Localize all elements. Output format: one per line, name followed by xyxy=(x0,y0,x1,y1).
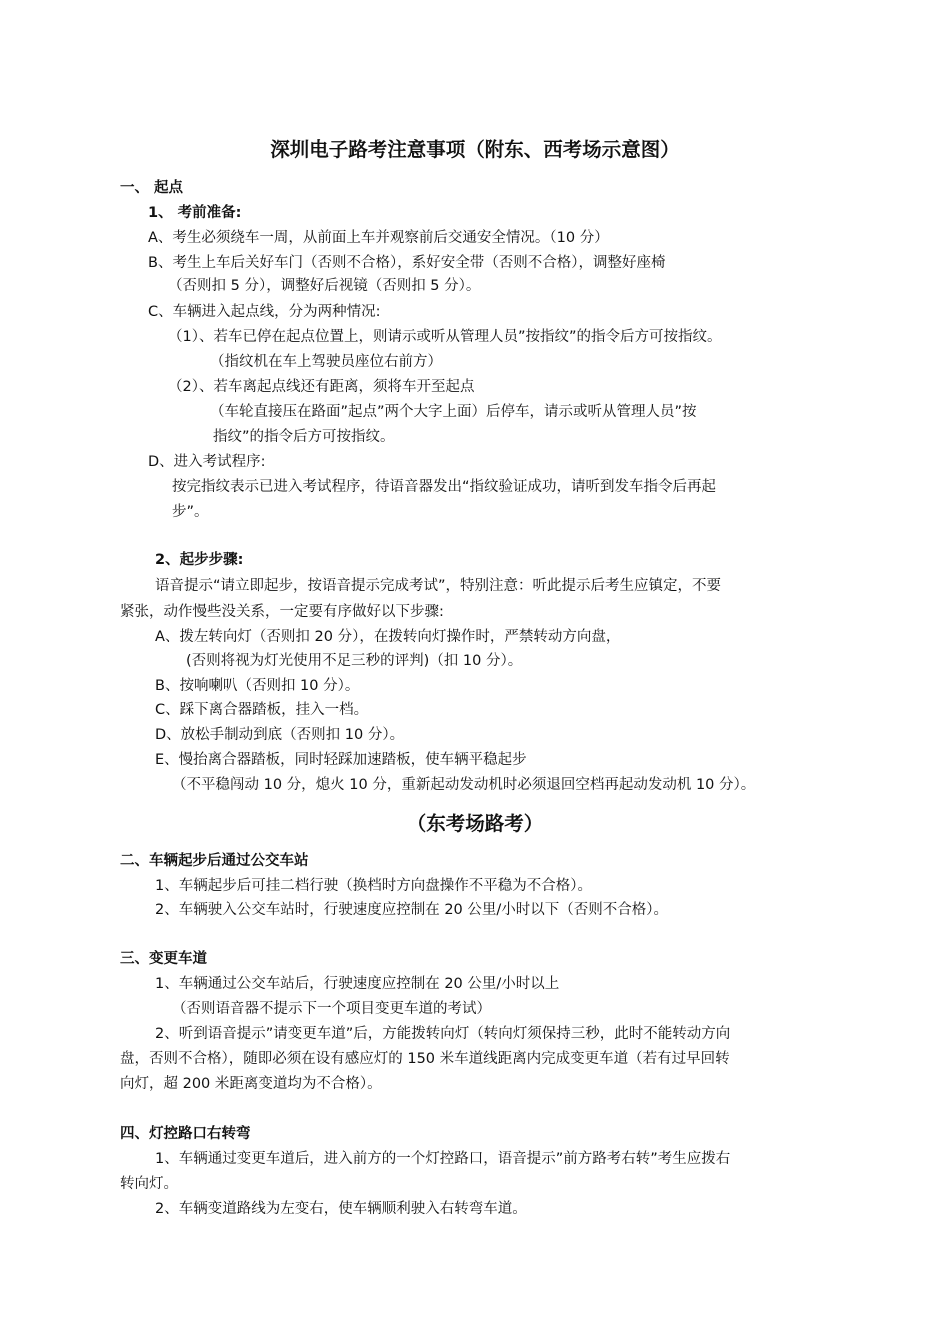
section-heading-start: 一、 起点 xyxy=(120,180,184,196)
bus-stop-item-2: 2、车辆驶入公交车站时，行驶速度应控制在 20 公里/小时以下（否则不合格）。 xyxy=(155,902,669,918)
lane-change-item-1-line2: （否则语音器不提示下一个项目变更车道的考试） xyxy=(172,1001,491,1017)
right-turn-item-2: 2、车辆变道路线为左变右，使车辆顺利驶入右转弯车道。 xyxy=(155,1201,527,1217)
item-c2-line3: 指纹”的指令后方可按指纹。 xyxy=(213,429,395,445)
item-c1-line2: （指纹机在车上驾驶员座位右前方） xyxy=(210,354,442,370)
step-d: D、放松手制动到底（否则扣 10 分）。 xyxy=(155,727,405,743)
item-d-line2: 步”。 xyxy=(172,504,209,520)
right-turn-item-1-line2: 转向灯。 xyxy=(120,1176,178,1192)
item-c2-line2: （车轮直接压在路面”起点”两个大字上面）后停车，请示或听从管理人员”按 xyxy=(210,404,697,420)
lane-change-item-1-line1: 1、车辆通过公交车站后，行驶速度应控制在 20 公里/小时以上 xyxy=(155,976,560,992)
right-turn-item-1-line1: 1、车辆通过变更车道后，进入前方的一个灯控路口，语音提示”前方路考右转”考生应拨右 xyxy=(155,1151,731,1167)
section-heading-bus-stop: 二、车辆起步后通过公交车站 xyxy=(120,853,309,869)
item-a: A、考生必须绕车一周，从前面上车并观察前后交通安全情况。（10 分） xyxy=(148,230,609,246)
step-a-line2: (否则将视为灯光使用不足三秒的评判)（扣 10 分）。 xyxy=(186,653,523,669)
step-a-line1: A、拨左转向灯（否则扣 20 分），在拨转向灯操作时，严禁转动方向盘， xyxy=(155,629,621,645)
section-heading-right-turn: 四、灯控路口右转弯 xyxy=(120,1126,251,1142)
lane-change-item-2-line1: 2、听到语音提示”请变更车道”后，方能拨转向灯（转向灯须保持三秒，此时不能转动方向 xyxy=(155,1026,731,1042)
east-site-title: （东考场路考） xyxy=(406,812,544,835)
page-title: 深圳电子路考注意事项（附东、西考场示意图） xyxy=(270,138,680,161)
item-b-line2: （否则扣 5 分），调整好后视镜（否则扣 5 分）。 xyxy=(168,278,481,294)
subheading-start-steps: 2、起步步骤: xyxy=(155,552,244,568)
lane-change-item-2-line3: 向灯，超 200 米距离变道均为不合格）。 xyxy=(120,1076,382,1092)
step-e-line1: E、慢抬离合器踏板，同时轻踩加速踏板，使车辆平稳起步 xyxy=(155,752,527,768)
bus-stop-item-1: 1、车辆起步后可挂二档行驶（换档时方向盘操作不平稳为不合格）。 xyxy=(155,878,592,894)
section-heading-lane-change: 三、变更车道 xyxy=(120,951,207,967)
item-c1-line1: （1）、若车已停在起点位置上，则请示或听从管理人员”按指纹”的指令后方可按指纹。 xyxy=(168,329,722,345)
item-d: D、进入考试程序: xyxy=(148,454,266,470)
subheading-preparation: 1、 考前准备: xyxy=(148,205,242,221)
steps-intro-line1: 语音提示“请立即起步，按语音提示完成考试”，特别注意：听此提示后考生应镇定，不要 xyxy=(155,578,722,594)
item-d-line1: 按完指纹表示已进入考试程序，待语音器发出“指纹验证成功，请听到发车指令后再起 xyxy=(172,479,717,495)
item-c2-line1: （2）、若车离起点线还有距离，须将车开至起点 xyxy=(168,379,475,395)
steps-intro-line2: 紧张，动作慢些没关系，一定要有序做好以下步骤: xyxy=(120,604,444,620)
step-b: B、按响喇叭（否则扣 10 分）。 xyxy=(155,678,360,694)
step-c: C、踩下离合器踏板，挂入一档。 xyxy=(155,702,369,718)
step-e-line2: （不平稳闯动 10 分，熄火 10 分，重新起动发动机时必须退回空档再起动发动机 10 分）。 xyxy=(172,777,756,793)
item-c: C、车辆进入起点线，分为两种情况: xyxy=(148,304,381,320)
item-b-line1: B、考生上车后关好车门（否则不合格），系好安全带（否则不合格），调整好座椅 xyxy=(148,255,666,271)
lane-change-item-2-line2: 盘，否则不合格），随即必须在设有感应灯的 150 米车道线距离内完成变更车道（若有过早回转 xyxy=(120,1051,730,1067)
